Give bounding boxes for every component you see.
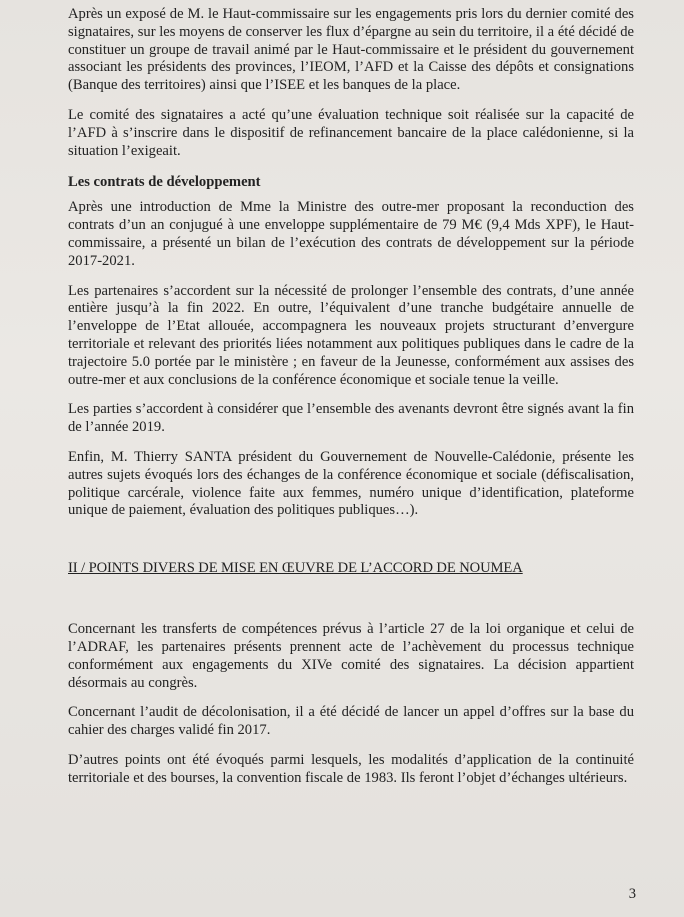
paragraph-audit-decolonisation: Concernant l’audit de décolonisation, il a été décidé de lancer un appel d’offres sur la base du cahier des charges validé fin 2017. xyxy=(68,704,634,739)
paragraph-avenants: Les parties s’accordent à considérer que l’ensemble des avenants devront être signés avant la fin de l’année 2019. xyxy=(68,401,634,436)
heading-contrats-developpement: Les contrats de développement xyxy=(68,174,261,191)
section-title-points-divers: II / POINTS DIVERS DE MISE EN ŒUVRE DE L’ACCORD DE NOUMEA xyxy=(68,560,523,577)
paragraph-groupe-de-travail: Après un exposé de M. le Haut-commissaire sur les engagements pris lors du dernier comité des signataires, sur les moyens de conserver les flux d’épargne au sein du territoire, il a été décidé de constituer un groupe de travail animé par le Haut-commissaire et le président du gouvernement associant les présidents des provinces, l’IEOM, l’AFD et la Caisse des dépôts et consignations (Banque des territoires) ainsi que l’ISEE et les banques de la place. xyxy=(68,6,634,94)
page-number: 3 xyxy=(628,886,636,902)
paragraph-introduction-ministre: Après une introduction de Mme la Ministre des outre-mer proposant la reconduction des contrats d’un an conjugué à une enveloppe supplémentaire de 79 M€ (9,4 Mds XPF), le Haut-commissaire, a présenté un bilan de l’exécution des contrats de développement sur la période 2017-2021. xyxy=(68,199,634,269)
paragraph-autres-sujets: Enfin, M. Thierry SANTA président du Gouvernement de Nouvelle-Calédonie, présente les autres sujets évoqués lors des échanges de la conférence économique et sociale (défiscalisation, politique carcérale, violence faite aux femmes, numéro unique d’identification, plateforme unique de paiement, évaluation des politiques publiques…). xyxy=(68,448,634,519)
paragraph-prolongation-contrats: Les partenaires s’accordent sur la nécessité de prolonger l’ensemble des contrats, d’une année entière jusqu’à la fin 2022. En outre, l’équivalent d’une tranche budgétaire annuelle de l’enveloppe de l’Etat allouée, accompagnera les nouveaux projets structurant d’envergure territoriale et relevant des priorités liées notamment aux politiques publiques dans le cadre de la trajectoire 5.0 portée par le ministère ; en faveur de la Jeunesse, conformément aux assises des outre-mer et aux conclusions de la conférence économique et sociale tenue la veille. xyxy=(68,282,634,388)
paragraph-evaluation-technique: Le comité des signataires a acté qu’une évaluation technique soit réalisée sur la capacité de l’AFD à s’inscrire dans le dispositif de refinancement bancaire de la place calédonienne, si la situation l’exigeait. xyxy=(68,106,634,159)
paragraph-transferts-competences: Concernant les transferts de compétences prévus à l’article 27 de la loi organique et celui de l’ADRAF, les partenaires présents prennent acte de l’achèvement du processus technique conformément aux engagements du XIVe comité des signataires. La décision appartient désormais au congrès. xyxy=(68,621,634,691)
paragraph-autres-points: D’autres points ont été évoqués parmi lesquels, les modalités d’application de la continuité territoriale et des bourses, la convention fiscale de 1983. Ils feront l’objet d’échanges ultérieurs. xyxy=(68,751,634,786)
